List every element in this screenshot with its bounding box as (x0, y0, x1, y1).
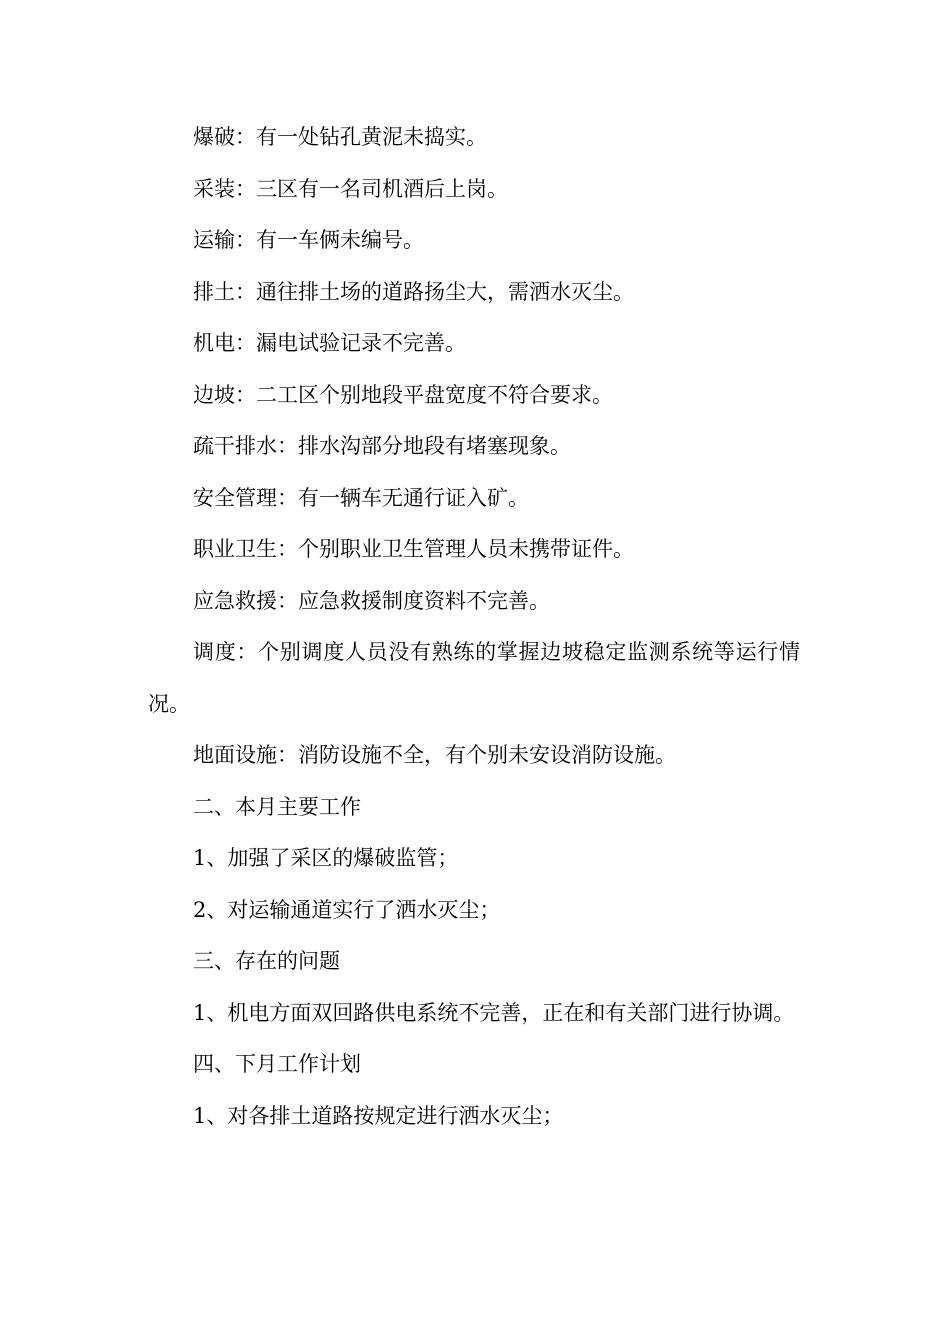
paragraph-drainage: 疏干排水：排水沟部分地段有堵塞现象。 (193, 434, 571, 458)
paragraph-slope: 边坡：二工区个别地段平盘宽度不符合要求。 (193, 382, 613, 407)
document-body (148, 112, 800, 1142)
list-item-issue-1: 1、机电方面双回路供电系统不完善，正在和有关部门进行协调。 (193, 1000, 795, 1025)
section-heading-next-month-plan: 四、下月工作计划 (193, 1052, 361, 1076)
list-item-main-work-2: 2、对运输通道实行了洒水灭尘； (193, 897, 501, 922)
paragraph-loading: 采装：三区有一名司机酒后上岗。 (193, 176, 508, 201)
list-item-plan-1: 1、对各排土道路按规定进行洒水灭尘； (193, 1103, 564, 1128)
paragraph-safety-management: 安全管理：有一辆车无通行证入矿。 (193, 485, 529, 510)
paragraph-occupational-health: 职业卫生：个别职业卫生管理人员未携带证件。 (193, 537, 634, 561)
paragraph-dispatch: 调度：个别调度人员没有熟练的掌握边坡稳定监测系统等运行情况。 (148, 640, 800, 716)
paragraph-dumping: 排土：通往排土场的道路扬尘大，需洒水灭尘。 (193, 279, 634, 304)
section-heading-main-work: 二、本月主要工作 (193, 794, 361, 819)
list-item-main-work-1: 1、加强了采区的爆破监管； (193, 846, 459, 870)
paragraph-emergency-rescue: 应急救援：应急救援制度资料不完善。 (193, 588, 550, 613)
section-heading-issues: 三、存在的问题 (193, 949, 340, 973)
paragraph-blasting: 爆破：有一处钻孔黄泥未捣实。 (193, 125, 487, 149)
paragraph-transport: 运输：有一车俩未编号。 (193, 228, 424, 252)
paragraph-electromechanical: 机电：漏电试验记录不完善。 (193, 331, 466, 355)
paragraph-ground-facilities: 地面设施：消防设施不全，有个别未安设消防设施。 (193, 743, 676, 767)
